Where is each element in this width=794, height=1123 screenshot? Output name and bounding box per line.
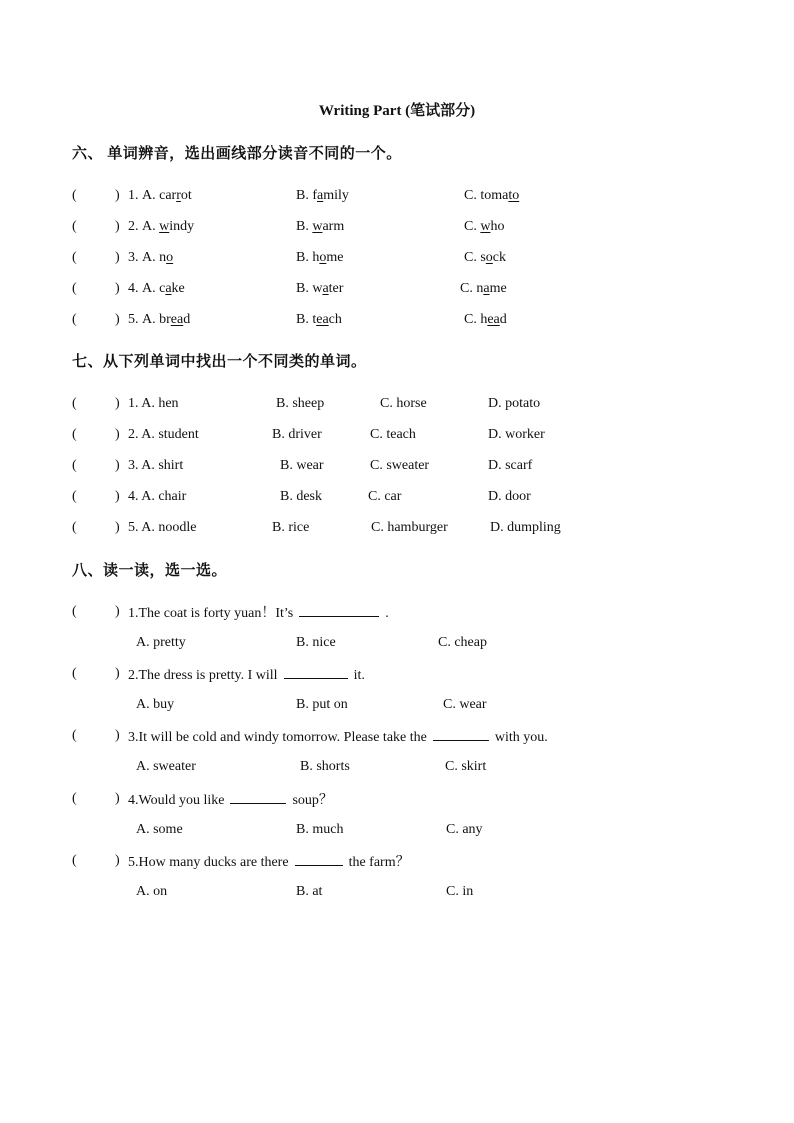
underlined-sound: a <box>483 281 490 296</box>
answer-paren-open: ( <box>72 489 77 504</box>
option-c: C. head <box>464 312 507 327</box>
option-d: D. potato <box>488 396 541 411</box>
underlined-sound: to <box>508 188 520 203</box>
question-text: 5.How many ducks are there the farm？ <box>128 851 410 873</box>
option-a: A. carrot <box>142 188 192 203</box>
answer-paren-open: ( <box>72 728 77 743</box>
option-a: A. cake <box>142 281 185 296</box>
page-title: Writing Part (笔试部分) <box>318 103 476 119</box>
underlined-sound: ea <box>170 312 184 327</box>
option-b: B. nice <box>296 635 336 650</box>
option-b: B. put on <box>296 697 348 712</box>
option-a: 2. A. student <box>128 427 199 442</box>
option-c: C. who <box>464 219 505 234</box>
question-number: 3. <box>128 250 139 265</box>
question-row <box>0 279 794 299</box>
answer-paren-open: ( <box>72 396 77 411</box>
option-c: C. tomato <box>464 188 520 203</box>
question-row <box>0 217 794 237</box>
underlined-sound: a <box>322 281 329 296</box>
answer-paren-close: ) <box>115 666 120 681</box>
option-a: A. sweater <box>136 759 196 774</box>
option-b: B. at <box>296 884 323 899</box>
answer-blank <box>230 789 286 804</box>
answer-paren-open: ( <box>72 250 77 265</box>
option-c: C. any <box>446 822 483 837</box>
answer-paren-close: ) <box>115 489 120 504</box>
answer-paren-open: ( <box>72 281 77 296</box>
option-d: D. dumpling <box>490 520 561 535</box>
underlined-sound: o <box>319 250 327 265</box>
option-a: A. on <box>136 884 168 899</box>
question-text: 3.It will be cold and windy tomorrow. Please take the with you. <box>128 726 548 748</box>
answer-paren-open: ( <box>72 791 77 806</box>
answer-paren-open: ( <box>72 427 77 442</box>
question-row <box>0 664 794 684</box>
question-row <box>0 726 794 746</box>
option-a: A. buy <box>136 697 175 712</box>
question-row <box>0 789 794 809</box>
option-c: C. car <box>368 489 402 504</box>
answer-paren-open: ( <box>72 520 77 535</box>
question-row <box>0 248 794 268</box>
answer-paren-open: ( <box>72 312 77 327</box>
option-c: C. cheap <box>438 635 487 650</box>
answer-blank <box>299 602 379 617</box>
question-row <box>0 851 794 871</box>
option-c: C. hamburger <box>371 520 448 535</box>
underlined-sound: w <box>159 219 170 234</box>
question-row <box>0 425 794 445</box>
answer-paren-close: ) <box>115 219 120 234</box>
question-row <box>0 186 794 206</box>
option-c: C. name <box>460 281 507 296</box>
option-b: B. desk <box>280 489 322 504</box>
answer-paren-close: ) <box>115 188 120 203</box>
section-6-heading: 六、 单词辨音，选出画线部分读音不同的一个。 <box>72 146 402 162</box>
option-b: B. home <box>296 250 344 265</box>
option-b: B. warm <box>296 219 345 234</box>
question-row <box>0 394 794 414</box>
question-row <box>0 518 794 538</box>
option-b: B. driver <box>272 427 322 442</box>
answer-paren-close: ) <box>115 281 120 296</box>
question-number: 5. <box>128 312 139 327</box>
answer-paren-open: ( <box>72 458 77 473</box>
answer-paren-open: ( <box>72 853 77 868</box>
section-7-heading: 七、从下列单词中找出一个不同类的单词。 <box>72 354 367 370</box>
option-b: B. wear <box>280 458 324 473</box>
option-b: B. teach <box>296 312 342 327</box>
option-a: 1. A. hen <box>128 396 179 411</box>
option-a: 3. A. shirt <box>128 458 184 473</box>
question-text: 4.Would you like soup？ <box>128 789 333 811</box>
option-d: D. door <box>488 489 531 504</box>
options-row <box>0 757 794 777</box>
options-row <box>0 820 794 840</box>
answer-paren-close: ) <box>115 312 120 327</box>
answer-blank <box>284 664 348 679</box>
question-number: 1. <box>128 188 139 203</box>
underlined-sound: w <box>312 219 323 234</box>
option-b: B. water <box>296 281 344 296</box>
option-b: B. shorts <box>300 759 350 774</box>
underlined-sound: a <box>165 281 172 296</box>
option-c: C. wear <box>443 697 487 712</box>
option-b: B. rice <box>272 520 310 535</box>
options-row <box>0 882 794 902</box>
option-d: D. worker <box>488 427 545 442</box>
underlined-sound: r <box>176 188 181 203</box>
options-row <box>0 695 794 715</box>
answer-paren-close: ) <box>115 396 120 411</box>
underlined-sound: o <box>485 250 493 265</box>
answer-paren-close: ) <box>115 791 120 806</box>
answer-paren-open: ( <box>72 188 77 203</box>
answer-paren-close: ) <box>115 728 120 743</box>
answer-paren-close: ) <box>115 458 120 473</box>
option-d: D. scarf <box>488 458 533 473</box>
option-b: B. much <box>296 822 344 837</box>
option-a: A. bread <box>142 312 191 327</box>
option-c: C. sweater <box>370 458 430 473</box>
option-c: C. teach <box>370 427 416 442</box>
option-a: 5. A. noodle <box>128 520 197 535</box>
answer-blank <box>433 726 489 741</box>
answer-paren-open: ( <box>72 604 77 619</box>
question-row <box>0 487 794 507</box>
question-row <box>0 456 794 476</box>
underlined-sound: ea <box>316 312 329 327</box>
answer-paren-close: ) <box>115 604 120 619</box>
answer-paren-close: ) <box>115 250 120 265</box>
answer-paren-close: ) <box>115 520 120 535</box>
option-b: B. family <box>296 188 349 203</box>
option-c: C. skirt <box>445 759 487 774</box>
answer-paren-close: ) <box>115 427 120 442</box>
underlined-sound: o <box>166 250 174 265</box>
option-c: C. in <box>446 884 474 899</box>
question-number: 4. <box>128 281 139 296</box>
option-a: A. some <box>136 822 183 837</box>
options-row <box>0 633 794 653</box>
option-c: C. sock <box>464 250 507 265</box>
question-text: 2.The dress is pretty. I will it. <box>128 664 365 686</box>
underlined-sound: a <box>317 188 324 203</box>
question-row <box>0 602 794 622</box>
option-a: A. windy <box>142 219 195 234</box>
answer-paren-open: ( <box>72 219 77 234</box>
option-a: A. no <box>142 250 174 265</box>
question-number: 2. <box>128 219 139 234</box>
answer-paren-open: ( <box>72 666 77 681</box>
underlined-sound: ea <box>487 312 500 327</box>
option-c: C. horse <box>380 396 427 411</box>
option-a: A. pretty <box>136 635 186 650</box>
answer-blank <box>295 851 343 866</box>
underlined-sound: w <box>480 219 491 234</box>
question-text: 1.The coat is forty yuan！It’s . <box>128 602 389 624</box>
option-b: B. sheep <box>276 396 325 411</box>
section-8-heading: 八、读一读，选一选。 <box>72 563 228 579</box>
answer-paren-close: ) <box>115 853 120 868</box>
option-a: 4. A. chair <box>128 489 187 504</box>
question-row <box>0 310 794 330</box>
